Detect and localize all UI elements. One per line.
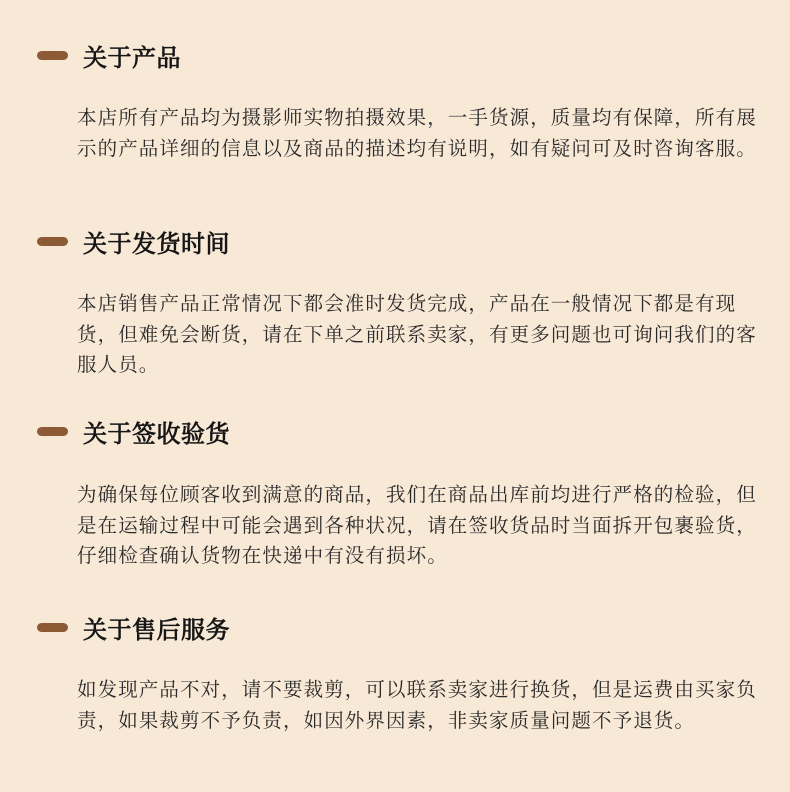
heading-bullet-icon [37,51,68,60]
section-title: 关于签收验货 [83,419,230,448]
heading-bullet-icon [37,623,68,632]
section-heading-inspection [37,411,230,451]
section-heading-after-sales [37,607,230,647]
section-title: 关于产品 [83,43,181,72]
section-title: 关于发货时间 [83,229,230,258]
section-body-shipping-time: 本店销售产品正常情况下都会准时发货完成，产品在一般情况下都是有现货，但难免会断货，请在下单之前联系卖家，有更多问题也可询问我们的客服人员。 [77,292,757,376]
heading-bullet-icon [37,237,68,246]
heading-bullet-icon [37,427,68,436]
section-title: 关于售后服务 [83,615,230,644]
section-heading-product [37,35,181,75]
section-body-product: 本店所有产品均为摄影师实物拍摄效果，一手货源，质量均有保障，所有展示的产品详细的信息以及商品的描述均有说明，如有疑问可及时咨询客服。 [77,106,757,160]
section-body-inspection: 为确保每位顾客收到满意的商品，我们在商品出库前均进行严格的检验，但是在运输过程中可能会遇到各种状况，请在签收货品时当面拆开包裹验货，仔细检查确认货物在快递中有没有损坏。 [77,483,757,567]
section-body-after-sales: 如发现产品不对，请不要裁剪，可以联系卖家进行换货，但是运费由买家负责，如果裁剪不予负责，如因外界因素，非卖家质量问题不予退货。 [77,678,757,732]
section-heading-shipping-time [37,221,230,261]
